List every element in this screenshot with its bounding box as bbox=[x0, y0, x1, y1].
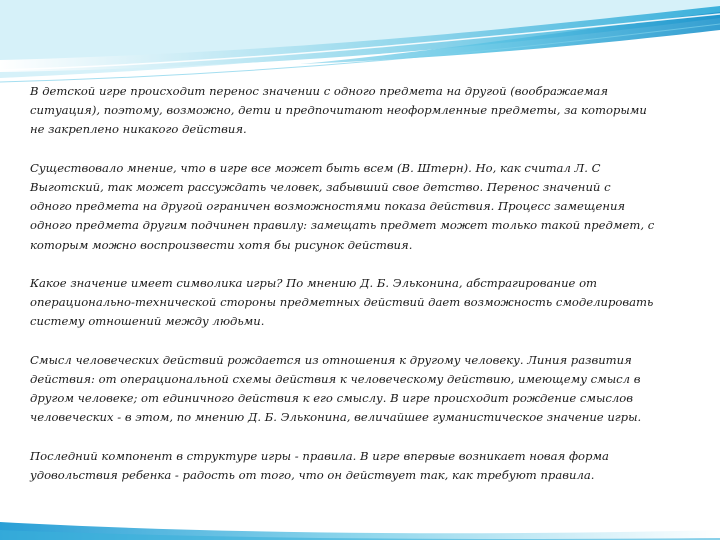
paragraph-game-rules: Последний компонент в структуре игры - правила. В игре впервые возникает новая форма удовольствия ребенка - радость от того, что он действует так, как требуют правила. bbox=[30, 448, 609, 482]
top-wave-decoration bbox=[0, 0, 720, 90]
paragraph-meaning-of-actions: Смысл человеческих действий рождается из отношения к другому человеку. Линия развития действия: от операциональной схемы действия к человеческому действию, имеющему смысл в другом человеке; от единичного действия к его смыслу. В игре происходит рождение смыслов человеческих - в этом, по мнению Д. Б. Эльконина, величайшее гуманистическое значение игры. bbox=[30, 352, 642, 425]
slide-text-body bbox=[30, 82, 655, 485]
paragraph-game-symbolism: Какое значение имеет символика игры? По мнению Д. Б. Эльконина, абстрагирование от операционально-технической стороны предметных действий дает возможность смоделировать систему отношений между людьми. bbox=[30, 276, 654, 329]
bottom-wave-decoration bbox=[0, 500, 720, 540]
paragraph-sign-transfer: В детской игре происходит перенос значении с одного предмета на другой (воображаемая ситуация), поэтому, возможно, дети и предпочитают неоформленные предметы, за которыми не закреплено никакого действия. bbox=[30, 84, 647, 137]
paragraph-stern-vygotsky: Существовало мнение, что в игре все может быть всем (В. Штерн). Но, как считал Л. С Выготский, так может рассуждать человек, забывший свое детство. Перенос значений с одного предмета на другой ограничен возможностями показа действия. Процесс замещения одного предмета другим подчинен правилу: замещать предмет может только такой предмет, с которым можно воспроизвести хотя бы рисунок действия. bbox=[30, 160, 655, 252]
